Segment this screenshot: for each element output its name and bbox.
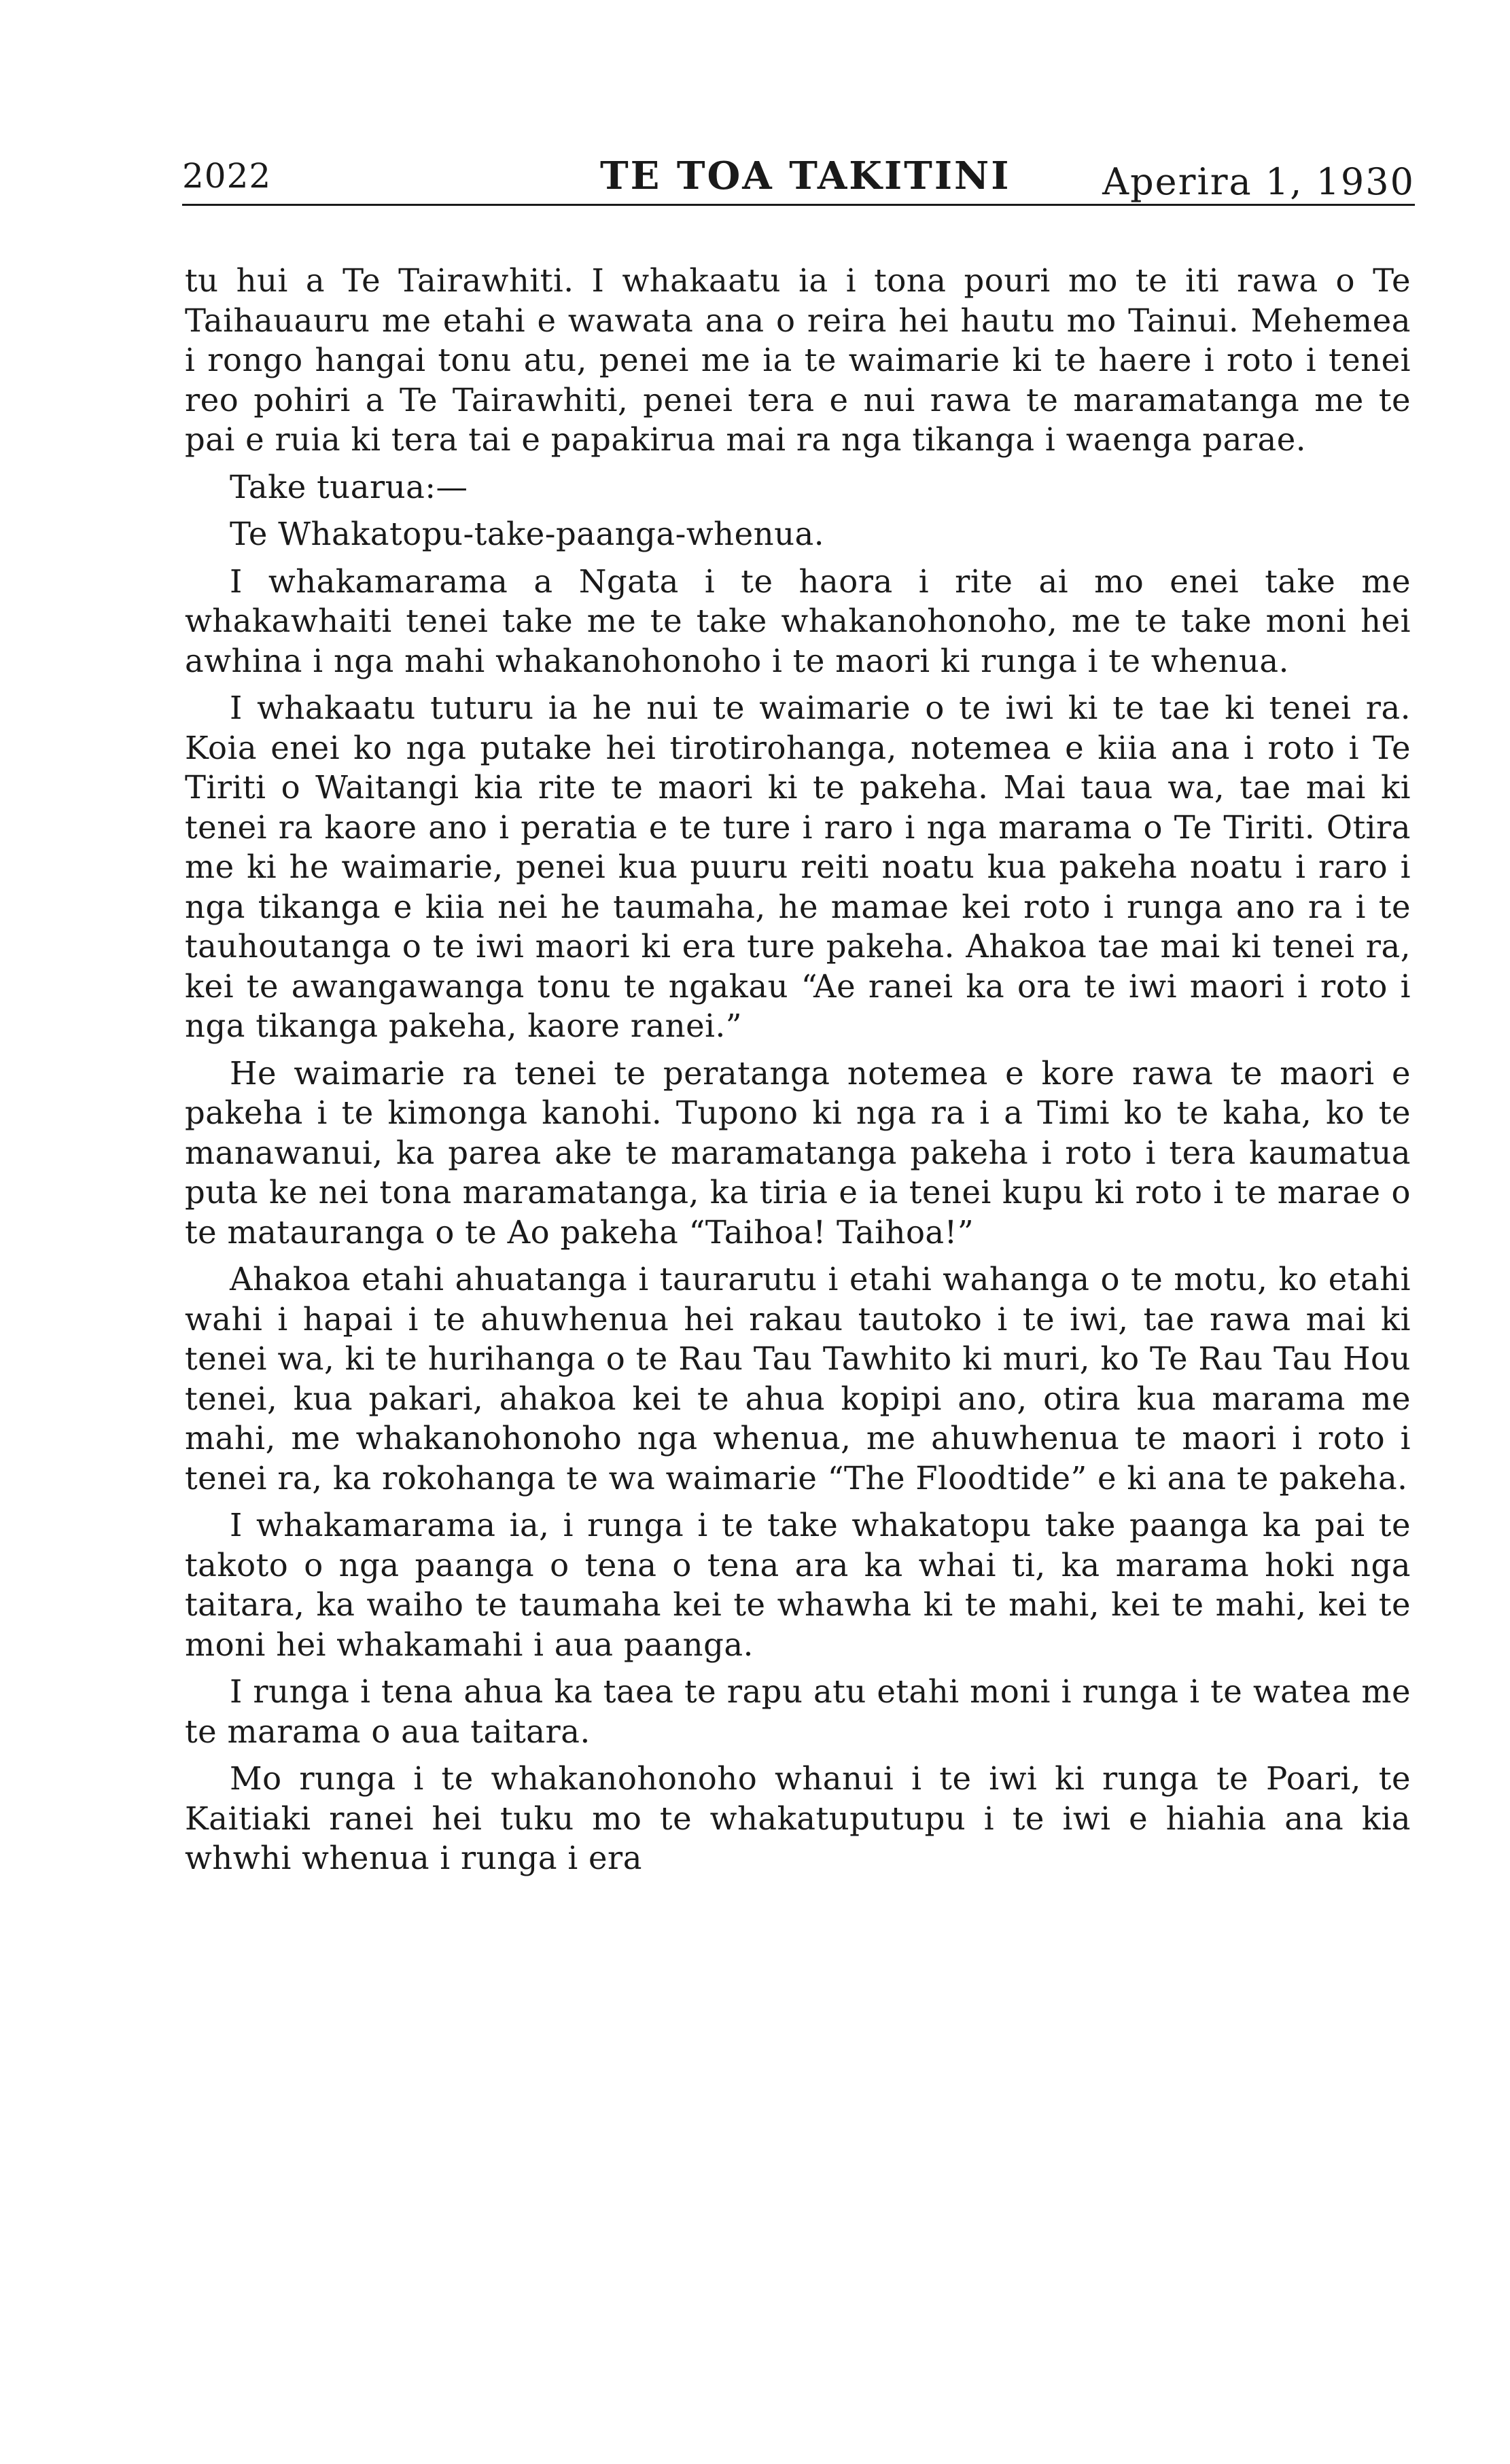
paragraph: He waimarie ra tenei te peratanga notemea e kore rawa te maori e pakeha i te kimonga kanohi. Tupono ki nga ra i a Timi ko te kaha, ko te manawanui, ka parea ake te maramatanga pakeha i roto i tera kaumatua puta ke nei tona maramatanga, ka tiria e ia tenei kupu ki roto i te marae o te matauranga o te Ao pakeha “Taihoa! Taihoa!” [185, 1054, 1411, 1251]
paragraph: I whakamarama ia, i runga i te take whakatopu take paanga ka pai te takoto o nga paanga o tena o tena ara ka whai ti, ka marama hoki nga taitara, ka waiho te taumaha kei te whawha ki te mahi, kei te mahi, kei te moni hei whakamahi i aua paanga. [185, 1507, 1411, 1663]
page-number: 2022 [182, 156, 272, 196]
paragraph: Mo runga i te whakanohonoho whanui i te iwi ki runga te Poari, te Kaitiaki ranei hei tuku mo te whakatuputupu i te iwi e hiahia ana kia whwhi whenua i runga i era [185, 1760, 1411, 1876]
page-header [182, 154, 1415, 203]
paragraph: I whakamarama a Ngata i te haora i rite ai mo enei take me whakawhaiti tenei take me te take whakanohonoho, me te take moni hei awhina i nga mahi whakanohonoho i te maori ki runga i te whenua. [185, 563, 1411, 679]
paragraph: Ahakoa etahi ahuatanga i taurarutu i etahi wahanga o te motu, ko etahi wahi i hapai i te ahuwhenua hei rakau tautoko i te iwi, tae rawa mai ki tenei wa, ki te hurihanga o te Rau Tau Tawhito ki muri, ko Te Rau Tau Hou tenei, kua pakari, ahakoa kei te ahua kopipi ano, otira kua marama me mahi, me whakanohonoho nga whenua, me ahuwhenua te maori i roto i tenei ra, ka rokohanga te wa waimarie “The Floodtide” e ki ana te pakeha. [185, 1261, 1411, 1497]
header-rule [182, 204, 1415, 206]
paragraph: I whakaatu tuturu ia he nui te waimarie o te iwi ki te tae ki tenei ra. Koia enei ko nga putake hei tirotirohanga, notemea e kiia ana i roto i Te Tiriti o Waitangi kia rite te maori ki te pakeha. Mai taua wa, tae mai ki tenei ra kaore ano i peratia e te ture i raro i nga marama o Te Tiriti. Otira me ki he waimarie, penei kua puuru reiti noatu kua pakeha noatu i raro i nga tikanga e kiia nei he taumaha, he mamae kei roto i runga ano ra i te tauhoutanga o te iwi maori ki era ture pakeha. Ahakoa tae mai ki tenei ra, kei te awangawanga tonu te ngakau “Ae ranei ka ora te iwi maori i roto i nga tikanga pakeha, kaore ranei.” [185, 690, 1411, 1044]
paragraph: I runga i tena ahua ka taea te rapu atu etahi moni i runga i te watea me te marama o aua taitara. [185, 1673, 1411, 1750]
journal-title: TE TOA TAKITINI [600, 154, 1011, 198]
section-heading-title: Te Whakatopu-take-paanga-whenua. [230, 516, 825, 552]
issue-date: Aperira 1, 1930 [1102, 160, 1415, 203]
paragraph-continuation: tu hui a Te Tairawhiti. I whakaatu ia i tona pouri mo te iti rawa o Te Taihauauru me etahi e wawata ana o reira hei hautu mo Tainui. Mehemea i rongo hangai tonu atu, penei me ia te waimarie ki te haere i roto i tenei reo pohiri a Te Tairawhiti, penei tera e nui rawa te maramatanga me te pai e ruia ki tera tai e papakirua mai ra nga tikanga i waenga parae. [185, 262, 1411, 458]
article-body [185, 261, 1411, 1886]
section-heading-label: Take tuarua:— [230, 468, 468, 505]
